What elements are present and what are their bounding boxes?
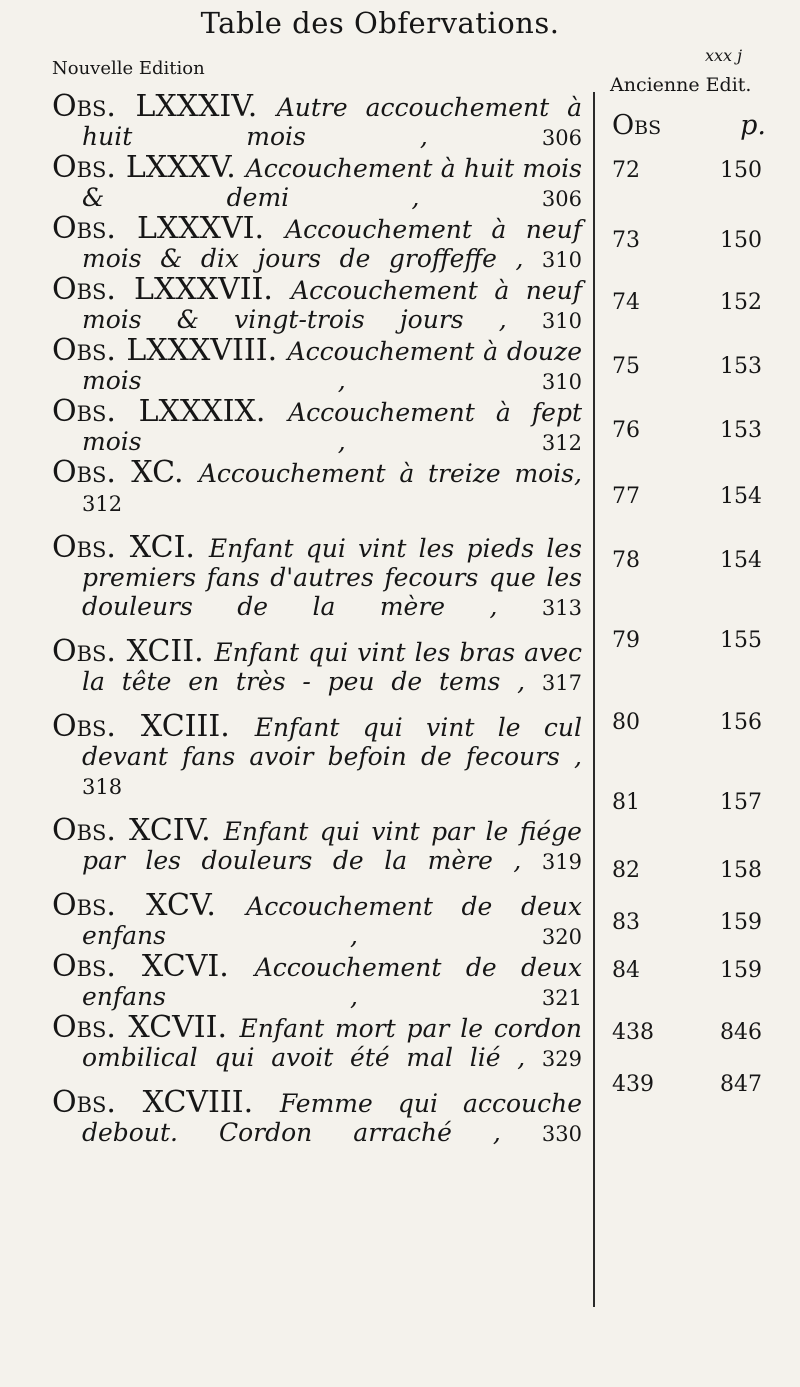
observation-entry bbox=[52, 455, 582, 519]
ancienne-obs-number: 80 bbox=[612, 710, 640, 735]
observation-number: Obs. LXXXVII. bbox=[52, 272, 292, 307]
ancienne-obs-number: 78 bbox=[612, 548, 640, 573]
ancienne-page-number: 847 bbox=[720, 1072, 762, 1097]
ancienne-ref-row bbox=[612, 1072, 762, 1097]
observation-number: Obs. LXXXV. bbox=[52, 150, 246, 185]
ancienne-ref-row bbox=[612, 958, 762, 983]
ancienne-obs-number: 79 bbox=[612, 628, 640, 653]
observation-page: 320 bbox=[541, 925, 582, 949]
page-title: Table des Obfervations. bbox=[200, 6, 560, 40]
observation-text: Enfant qui vint les bras avec la tête en très - peu de tems , bbox=[82, 638, 583, 696]
observation-text: Accouchement à douze mois , bbox=[82, 337, 582, 395]
ancienne-edition-label: Ancienne Edit. bbox=[610, 74, 752, 96]
observation-entry bbox=[52, 1085, 582, 1149]
observation-number: Obs. LXXXIV. bbox=[52, 89, 277, 124]
observation-number: Obs. XCIV. bbox=[52, 813, 224, 848]
observation-page: 310 bbox=[541, 248, 582, 272]
ancienne-ref-row bbox=[612, 1020, 762, 1045]
ancienne-page-number: 156 bbox=[720, 710, 762, 735]
ancienne-obs-number: 438 bbox=[612, 1020, 654, 1045]
ancienne-page-number: 153 bbox=[720, 354, 762, 379]
observation-page: 310 bbox=[541, 309, 582, 333]
observation-page: 306 bbox=[541, 187, 582, 211]
observation-number: Obs. LXXXIX. bbox=[52, 394, 289, 429]
page-column-header: p. bbox=[740, 110, 766, 141]
observation-entry bbox=[52, 888, 582, 952]
ancienne-ref-row bbox=[612, 628, 762, 653]
ancienne-obs-number: 72 bbox=[612, 158, 640, 183]
observation-entry bbox=[52, 949, 582, 1013]
observation-number: Obs. XCVI. bbox=[52, 949, 255, 984]
ancienne-ref-row bbox=[612, 548, 762, 573]
observation-text: Accouchement à fept mois , bbox=[82, 398, 583, 456]
ancienne-obs-number: 75 bbox=[612, 354, 640, 379]
column-rule bbox=[593, 92, 595, 1307]
ancienne-ref-row bbox=[612, 418, 762, 443]
ancienne-ref-row bbox=[612, 710, 762, 735]
observation-text: Accouchement de deux enfans , bbox=[82, 892, 582, 950]
ancienne-page-number: 159 bbox=[720, 910, 762, 935]
observation-entry bbox=[52, 89, 582, 153]
obs-column-header: Obs bbox=[612, 110, 662, 141]
ancienne-obs-number: 76 bbox=[612, 418, 640, 443]
observation-entry bbox=[52, 530, 583, 623]
observation-number: Obs. XC. bbox=[52, 455, 199, 490]
ancienne-ref-row bbox=[612, 158, 762, 183]
ancienne-ref-row bbox=[612, 228, 762, 253]
ancienne-page-number: 846 bbox=[720, 1020, 762, 1045]
observation-page: 317 bbox=[541, 671, 582, 695]
observation-page: 319 bbox=[541, 850, 582, 874]
ancienne-ref-row bbox=[612, 910, 762, 935]
observation-number: Obs. XCII. bbox=[52, 634, 215, 669]
ancienne-ref-row bbox=[612, 790, 762, 815]
ancienne-obs-number: 74 bbox=[612, 290, 640, 315]
observation-number: Obs. LXXXVIII. bbox=[52, 333, 288, 368]
observation-text: Accouchement à neuf mois & dix jours de groffeffe , bbox=[82, 215, 582, 273]
observation-number: Obs. XCVIII. bbox=[52, 1085, 280, 1120]
ancienne-ref-row bbox=[612, 354, 762, 379]
observation-text: Enfant mort par le cordon ombilical qui avoit été mal lié , bbox=[82, 1014, 582, 1072]
ancienne-obs-number: 439 bbox=[612, 1072, 654, 1097]
ancienne-obs-number: 73 bbox=[612, 228, 640, 253]
ancienne-page-number: 150 bbox=[720, 158, 762, 183]
observation-page: 312 bbox=[541, 431, 582, 455]
observation-text: Accouchement à huit mois & demi , bbox=[82, 154, 582, 212]
ancienne-page-number: 154 bbox=[720, 484, 762, 509]
observation-text: Accouchement à treize mois, bbox=[198, 459, 582, 488]
ancienne-ref-row bbox=[612, 290, 762, 315]
ancienne-ref-row bbox=[612, 858, 762, 883]
observation-entry bbox=[52, 634, 583, 698]
observation-page: 313 bbox=[541, 596, 582, 620]
observation-entry bbox=[52, 150, 582, 214]
ancienne-page-number: 152 bbox=[720, 290, 762, 315]
observation-page: 318 bbox=[82, 775, 123, 799]
observation-number: Obs. XCV. bbox=[52, 888, 247, 923]
ancienne-obs-number: 82 bbox=[612, 858, 640, 883]
observation-number: Obs. XCIII. bbox=[52, 709, 255, 744]
ancienne-obs-number: 84 bbox=[612, 958, 640, 983]
observation-entry bbox=[52, 1010, 582, 1074]
observation-page: 329 bbox=[541, 1047, 582, 1071]
observation-text: Enfant qui vint les pieds les premiers fans d'autres fecours que les douleurs de la mère , bbox=[82, 534, 583, 621]
ancienne-page-number: 154 bbox=[720, 548, 762, 573]
observation-entry bbox=[52, 813, 582, 877]
observation-number: Obs. XCVII. bbox=[52, 1010, 240, 1045]
ancienne-page-number: 150 bbox=[720, 228, 762, 253]
observation-number: Obs. LXXXVI. bbox=[52, 211, 286, 246]
observation-number: Obs. XCI. bbox=[52, 530, 209, 565]
ancienne-obs-number: 83 bbox=[612, 910, 640, 935]
observation-text: Accouchement à neuf mois & vingt-trois jours , bbox=[82, 276, 582, 334]
ancienne-page-number: 157 bbox=[720, 790, 762, 815]
observation-page: 330 bbox=[541, 1122, 582, 1146]
ancienne-column-headers bbox=[612, 110, 782, 141]
observation-text: Enfant qui vint le cul devant fans avoir befoin de fecours , bbox=[82, 713, 582, 771]
page-number: xxx j bbox=[705, 46, 743, 65]
observation-entry bbox=[52, 709, 582, 802]
observation-entries bbox=[52, 89, 583, 1149]
ancienne-obs-number: 77 bbox=[612, 484, 640, 509]
observation-entry bbox=[52, 394, 583, 458]
nouvelle-edition-label: Nouvelle Edition bbox=[52, 58, 205, 79]
ancienne-page-number: 158 bbox=[720, 858, 762, 883]
observation-text: Enfant qui vint par le fiége par les douleurs de la mère , bbox=[82, 817, 582, 875]
ancienne-obs-number: 81 bbox=[612, 790, 640, 815]
observation-page: 321 bbox=[541, 986, 582, 1010]
ancienne-page-number: 155 bbox=[720, 628, 762, 653]
ancienne-page-number: 159 bbox=[720, 958, 762, 983]
observation-page: 306 bbox=[541, 126, 582, 150]
ancienne-ref-row bbox=[612, 484, 762, 509]
observation-text: Accouchement de deux enfans , bbox=[82, 953, 582, 1011]
observation-entry bbox=[52, 272, 582, 336]
observation-page: 310 bbox=[541, 370, 582, 394]
observation-text: Femme qui accouche debout. Cordon arraché , bbox=[82, 1089, 582, 1147]
ancienne-page-number: 153 bbox=[720, 418, 762, 443]
observation-text: Autre accouchement à huit mois , bbox=[82, 93, 582, 151]
observation-page: 312 bbox=[82, 492, 123, 516]
observation-entry bbox=[52, 333, 582, 397]
observation-entry bbox=[52, 211, 582, 275]
